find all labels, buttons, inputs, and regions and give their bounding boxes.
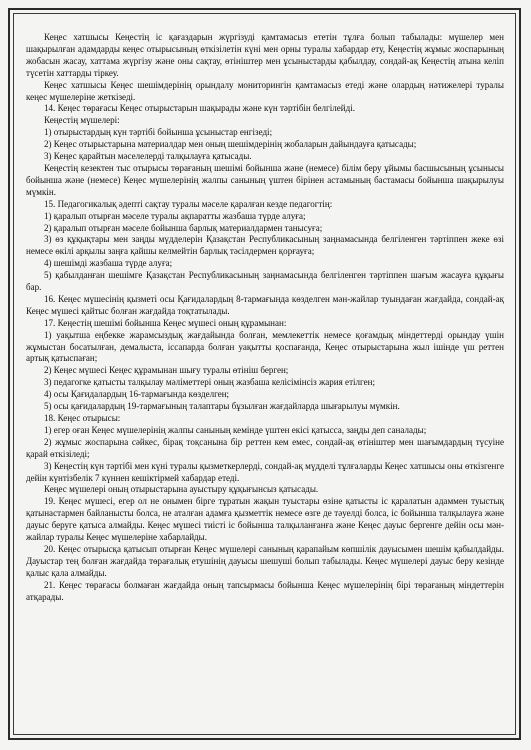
paragraph: 21. Кеңес төрағасы болмаған жағдайда оның тапсырмасы бойынша Кеңес мүшелерінің бірі төрағаның міндеттерін атқарады. (26, 579, 504, 602)
paragraph: 4) шешімді жазбаша түрде алуға; (44, 258, 173, 269)
paragraph: 3) педагогке қатысты талқылау мәліметтері оның жазбаша келісімінсіз жария етілген; (44, 377, 376, 388)
paragraph: Кеңес хатшысы Кеңес шешімдерінің орындалу мониторингін қамтамасыз етеді және олардың нәтижелері туралы кеңес мүшелеріне жеткізеді. (26, 79, 504, 102)
paragraph: 17. Кеңестің шешімі бойынша Кеңес мүшесі оның құрамынан: (44, 317, 287, 328)
paragraph: Кеңестің кезектен тыс отырысы төрағаның шешімі бойынша және (немесе) білім беру ұйымы басшысының ұсынысы бойынша және (немесе) Кеңес мүшелерінің жалпы санының үштен бірінен астамының бастамасы бойынша шақырылуы мүмкін. (26, 162, 504, 197)
paragraph: 2) Кеңес мүшесі Кеңес құрамынан шығу туралы өтініш берген; (44, 365, 289, 376)
paragraph: 16. Кеңес мүшесінің қызметі осы Қағидалардың 8-тармағында көзделген мән-жайлар туындаған жағдайда, сондай-ақ Кеңес мүшесі қайтыс болған жағдайда тоқтатылады. (26, 293, 504, 316)
paragraph: 3) өз құқықтары мен заңды мүдделерін Қазақстан Республикасының заңнамасында белгіленген тәртіппен жеке өзі немесе өкілі арқылы заңға қайшы келмейтін барлық тәсілдермен қорғауға; (26, 234, 504, 257)
paragraph: Кеңес хатшысы Кеңестің іс қағаздарын жүргізуді қамтамасыз ететін тұлға болып табылады: мүшелер мен шақырылған адамдарды кеңес отырысының өткізілетін күні мен орны туралы хабардар ету, Кеңестің жұмыс жоспарының жобасын жасау, хаттама жүргізу және оны сақтау, өтініштер мен ұсыныстарды қабылдау, сондай-ақ Кеңестің атына келіп түсетін хаттарды тіркеу. (26, 32, 504, 78)
paragraph: 4) осы Қағидалардың 16-тармағында көзделген; (44, 389, 230, 400)
paragraph: 15. Педагогикалық әдепті сақтау туралы мәселе қаралған кезде педагогтің: (44, 198, 333, 209)
paragraph: 19. Кеңес мүшесі, егер ол не онымен бірге тұратын жақын туыстары өзіне қатысты іс қаралатын адаммен туыстық қатынастармен байланысты болса, не аталған адамға қызметтік немесе өзге де тәуелді болса, іс бойынша талқылауға және дауыс беруге қатыса алмайды. Кеңес мүшесі тиісті іс бойынша талқыланғанға және Кеңес дауыс бергенге дейін осы мән-жайлар туралы Кеңес мүшелеріне хабарлайды. (26, 496, 504, 543)
paragraph: 3) Кеңестің күн тәртібі мен күні туралы қызметкерлерді, сондай-ақ мүдделі тұлғаларды Кеңес хатшысы оны өткізгенге дейін күнтізбелік 7 күннен кешіктірмей хабардар етеді. (26, 460, 504, 483)
paragraph: 20. Кеңес отырысқа қатысып отырған Кеңес мүшелері санының қарапайым көпшілік дауысымен шешім қабылдайды. Дауыстар тең болған жағдайда төрағалық етушінің дауысы шешуші болып табылады. Кеңес мүшелері дауыс беру кезінде қалыс қала алмайды. (26, 543, 504, 578)
paragraph: 14. Кеңес төрағасы Кеңес отырыстарын шақырады және күн тәртібін белгілейді. (44, 103, 356, 114)
paragraph: Кеңестің мүшелері: (44, 115, 120, 126)
paragraph: Кеңес мүшелері оның отырыстарына ауыстыру құқығынсыз қатысады. (44, 484, 319, 495)
paragraph: 2) қаралып отырған мәселе бойынша барлық материалдармен танысуға; (44, 222, 323, 233)
paragraph: 1) егер оған Кеңес мүшелерінің жалпы санының кемінде үштен екісі қатысса, заңды деп саналады; (44, 424, 427, 435)
paragraph: 3) Кеңес қарайтын мәселелерді талқылауға қатысады. (44, 151, 252, 162)
paragraph: 2) Кеңес отырыстарына материалдар мен оның шешімдерінің жобаларын дайындауға қатысады; (44, 139, 417, 150)
paragraph: 1) қаралып отырған мәселе туралы ақпаратты жазбаша түрде алуға; (44, 210, 306, 221)
document-body (26, 32, 504, 604)
paragraph: 5) осы қағидалардың 19-тармағының талаптары бұзылған жағдайларда шығарылуы мүмкін. (44, 401, 400, 412)
paragraph: 5) қабылданған шешімге Қазақстан Республикасының заңнамасында белгіленген тәртіппен шағым жасауға құқығы бар. (26, 270, 504, 293)
paragraph: 1) отырыстардың күн тәртібі бойынша ұсыныстар енгізеді; (44, 127, 273, 138)
paragraph: 18. Кеңес отырысы: (44, 413, 121, 423)
paragraph: 2) жұмыс жоспарына сәйкес, бірақ тоқсанына бір реттен кем емес, сондай-ақ өтініштер мен шағымдардың түсуіне қарай өткізіледі; (26, 436, 504, 459)
paragraph: 1) уақытша еңбекке жарамсыздық жағдайында болған, мемлекеттік немесе қоғамдық міндеттерді орындау үшін жұмыстан босатылған, демалыста, іссапарда болған уақытты қоспағанда, Кеңес отырыстарына жыл ішінде үш реттен артық қатыспаған; (26, 329, 504, 364)
